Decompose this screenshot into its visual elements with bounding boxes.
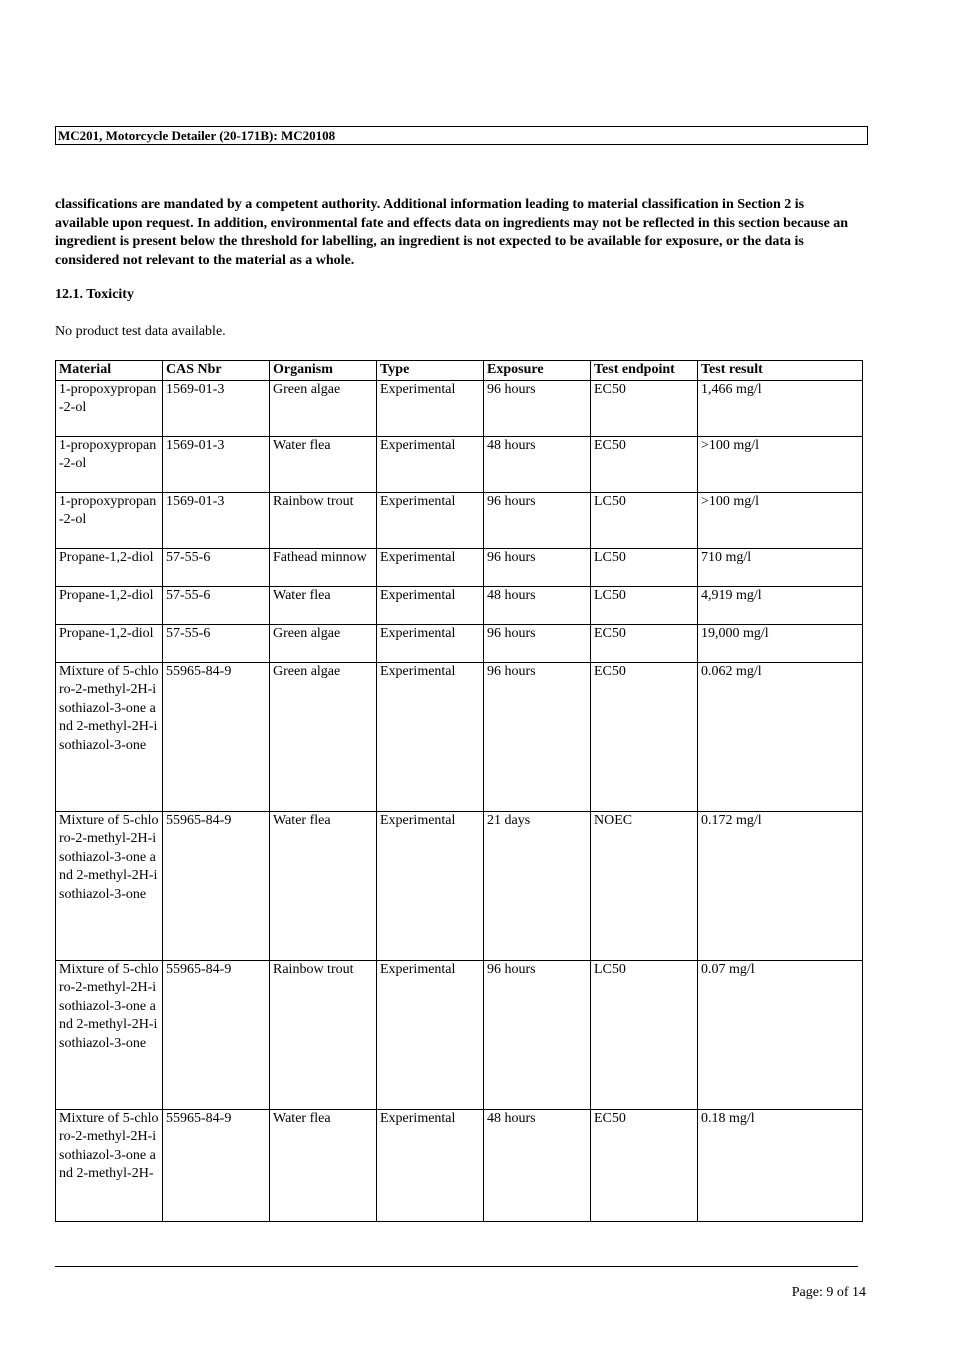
table-row	[56, 436, 863, 492]
column-header: Test endpoint	[591, 361, 698, 381]
table-cell: Water flea	[270, 436, 377, 492]
table-header-row	[56, 361, 863, 381]
table-cell: Water flea	[270, 1109, 377, 1221]
table-cell: Mixture of 5-chloro-2-methyl-2H-isothiazol-3-one and 2-methyl-2H-isothiazol-3-one	[56, 960, 163, 1109]
table-cell: 48 hours	[484, 1109, 591, 1221]
table-cell: Experimental	[377, 380, 484, 436]
column-header: Type	[377, 361, 484, 381]
table-cell: Propane-1,2-diol	[56, 548, 163, 586]
table-row	[56, 811, 863, 960]
table-cell: 96 hours	[484, 960, 591, 1109]
table-cell: LC50	[591, 586, 698, 624]
table-cell: Mixture of 5-chloro-2-methyl-2H-isothiazol-3-one and 2-methyl-2H-isothiazol-3-one	[56, 662, 163, 811]
column-header: Exposure	[484, 361, 591, 381]
table-cell: Water flea	[270, 811, 377, 960]
table-row	[56, 492, 863, 548]
table-cell: 55965-84-9	[163, 662, 270, 811]
table-cell: Experimental	[377, 1109, 484, 1221]
table-cell: 55965-84-9	[163, 960, 270, 1109]
table-cell: EC50	[591, 662, 698, 811]
table-cell: Fathead minnow	[270, 548, 377, 586]
table-row	[56, 624, 863, 662]
table-cell: 48 hours	[484, 586, 591, 624]
table-cell: 57-55-6	[163, 586, 270, 624]
table-cell: 57-55-6	[163, 624, 270, 662]
table-cell: 0.18 mg/l	[698, 1109, 863, 1221]
no-data-note: No product test data available.	[55, 324, 226, 339]
intro-paragraph: classifications are mandated by a competent authority. Additional information leading to material classification in Section 2 is available upon request. In addition, environmental fate and effects data on ingredients may not be reflected in this section because an ingredient is present below the threshold for labelling, an ingredient is not expected to be available for exposure, or the data is considered not relevant to the material as a whole.	[55, 197, 849, 268]
table-cell: 1-propoxypropan-2-ol	[56, 380, 163, 436]
table-cell: EC50	[591, 1109, 698, 1221]
table-cell: Mixture of 5-chloro-2-methyl-2H-isothiazol-3-one and 2-methyl-2H-	[56, 1109, 163, 1221]
toxicity-table	[55, 360, 863, 1222]
table-cell: 0.07 mg/l	[698, 960, 863, 1109]
table-cell: 96 hours	[484, 662, 591, 811]
table-cell: 710 mg/l	[698, 548, 863, 586]
table-cell: Propane-1,2-diol	[56, 624, 163, 662]
table-cell: 96 hours	[484, 548, 591, 586]
table-cell: Experimental	[377, 586, 484, 624]
table-cell: Green algae	[270, 624, 377, 662]
table-cell: Experimental	[377, 960, 484, 1109]
table-cell: NOEC	[591, 811, 698, 960]
table-cell: 1,466 mg/l	[698, 380, 863, 436]
document-header: MC201, Motorcycle Detailer (20-171B): MC20108	[55, 126, 868, 145]
table-cell: Experimental	[377, 624, 484, 662]
table-cell: Rainbow trout	[270, 960, 377, 1109]
table-cell: 55965-84-9	[163, 811, 270, 960]
table-cell: LC50	[591, 492, 698, 548]
table-cell: Mixture of 5-chloro-2-methyl-2H-isothiazol-3-one and 2-methyl-2H-isothiazol-3-one	[56, 811, 163, 960]
footer-divider	[55, 1266, 858, 1267]
table-row	[56, 380, 863, 436]
section-title: 12.1. Toxicity	[55, 287, 134, 302]
table-cell: Water flea	[270, 586, 377, 624]
table-cell: >100 mg/l	[698, 492, 863, 548]
table-cell: Experimental	[377, 492, 484, 548]
table-cell: 57-55-6	[163, 548, 270, 586]
table-row	[56, 1109, 863, 1221]
table-cell: 4,919 mg/l	[698, 586, 863, 624]
table-cell: LC50	[591, 960, 698, 1109]
table-body	[56, 380, 863, 1221]
table-cell: Green algae	[270, 380, 377, 436]
table-cell: Experimental	[377, 662, 484, 811]
column-header: Test result	[698, 361, 863, 381]
table-cell: 19,000 mg/l	[698, 624, 863, 662]
table-cell: EC50	[591, 436, 698, 492]
table-cell: 0.172 mg/l	[698, 811, 863, 960]
table-cell: 96 hours	[484, 492, 591, 548]
table-cell: 1569-01-3	[163, 436, 270, 492]
table-row	[56, 548, 863, 586]
table-cell: Experimental	[377, 436, 484, 492]
table-cell: >100 mg/l	[698, 436, 863, 492]
table-cell: 96 hours	[484, 380, 591, 436]
table-cell: 1569-01-3	[163, 380, 270, 436]
table-cell: EC50	[591, 380, 698, 436]
table-row	[56, 586, 863, 624]
table-row	[56, 960, 863, 1109]
table-row	[56, 662, 863, 811]
table-cell: LC50	[591, 548, 698, 586]
page-number: Page: 9 of 14	[791, 1285, 866, 1300]
table-cell: Experimental	[377, 811, 484, 960]
table-cell: 55965-84-9	[163, 1109, 270, 1221]
table-cell: 48 hours	[484, 436, 591, 492]
table-cell: EC50	[591, 624, 698, 662]
table-cell: Rainbow trout	[270, 492, 377, 548]
table-cell: 1569-01-3	[163, 492, 270, 548]
column-header: Material	[56, 361, 163, 381]
table-cell: 1-propoxypropan-2-ol	[56, 492, 163, 548]
table-cell: Experimental	[377, 548, 484, 586]
table-cell: 0.062 mg/l	[698, 662, 863, 811]
table-cell: Propane-1,2-diol	[56, 586, 163, 624]
column-header: CAS Nbr	[163, 361, 270, 381]
table-cell: Green algae	[270, 662, 377, 811]
column-header: Organism	[270, 361, 377, 381]
table-cell: 21 days	[484, 811, 591, 960]
table-cell: 1-propoxypropan-2-ol	[56, 436, 163, 492]
table-cell: 96 hours	[484, 624, 591, 662]
